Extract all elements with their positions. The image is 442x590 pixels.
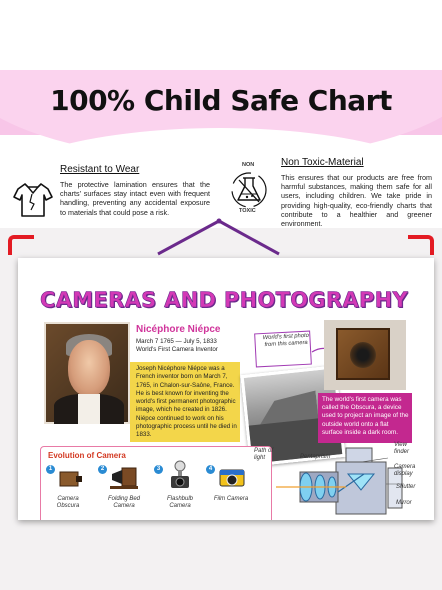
bio-text: Joseph Nicéphore Niépce was a French inventor born on March 7, 1765, in Chalon-sur-Saône, France. He is best known for inventing the world's first permanent photographic image, which he created in 1826. Niépce continued to work on his photographic process until he died in 1833. — [136, 365, 237, 439]
camera-note: The world's first camera was called the Obscura, a device used to project an image of the outside world onto a flat surface inside a dark room. — [322, 396, 409, 436]
folding-camera-icon — [110, 466, 138, 490]
diagram-label-display: Camera display — [394, 464, 416, 477]
bio-role: World's First Camera Inventor — [136, 346, 218, 353]
bio-name: Nicéphore Niépce — [136, 324, 221, 335]
evolution-title: Evolution of Camera — [48, 451, 126, 460]
flashbulb-camera-icon — [168, 460, 192, 490]
badge-label-bottom: TOXIC — [239, 208, 256, 214]
evolution-num-4: 4 — [206, 465, 215, 474]
diagram-label-mirror: Mirror — [396, 500, 412, 506]
diagram-label-path: Path of light — [254, 448, 274, 461]
poster — [18, 258, 434, 520]
diagram-label-viewfinder: View finder — [394, 442, 410, 455]
film-camera-icon — [218, 466, 246, 488]
evolution-label-1: Camera Obscura — [56, 496, 80, 510]
evolution-num-3: 3 — [154, 465, 163, 474]
page-title: 100% Child Safe Chart — [50, 84, 392, 117]
evolution-label-4: Film Camera — [213, 496, 249, 502]
frame-corner-right — [408, 235, 434, 255]
photo-note: World's first photo from this camera — [262, 332, 310, 349]
evolution-label-2: Folding Bed Camera — [107, 496, 141, 510]
camera-obscura-icon — [58, 468, 84, 488]
feature-non-toxic-title: Non Toxic-Material — [281, 157, 364, 168]
inventor-portrait — [44, 322, 130, 424]
lens-icon — [350, 342, 376, 368]
feature-wear — [60, 164, 210, 217]
evolution-label-3: Flashbulb Camera — [166, 496, 193, 510]
feature-non-toxic-text: This ensures that our products are free from harmful substances, making them safe for all users, including children. We take pride in providing high-quality, eco-friendly charts that contribute to a healthier and greener environment. — [281, 173, 432, 229]
bio-dates: March 7 1765 — July 5, 1833 — [136, 338, 217, 345]
badge-label-top: NON — [242, 162, 255, 168]
feature-non-toxic — [281, 157, 432, 228]
non-toxic-badge — [226, 162, 272, 218]
diagram-label-shutter: Shutter — [396, 484, 416, 490]
diagram-label-pentaprism: Pentaprism — [300, 454, 331, 460]
feature-wear-title: Resistant to Wear — [60, 164, 140, 175]
evolution-num-1: 1 — [46, 465, 55, 474]
shirt-icon — [12, 180, 54, 220]
evolution-num-2: 2 — [98, 465, 107, 474]
poster-title: CAMERAS AND PHOTOGRAPHY — [40, 288, 409, 312]
feature-wear-text: The protective lamination ensures that the charts' surfaces stay intact even with frequent handling, preventing any accidental exposure to materials that could pose a risk. — [60, 180, 210, 217]
frame-corner-left — [8, 235, 34, 255]
